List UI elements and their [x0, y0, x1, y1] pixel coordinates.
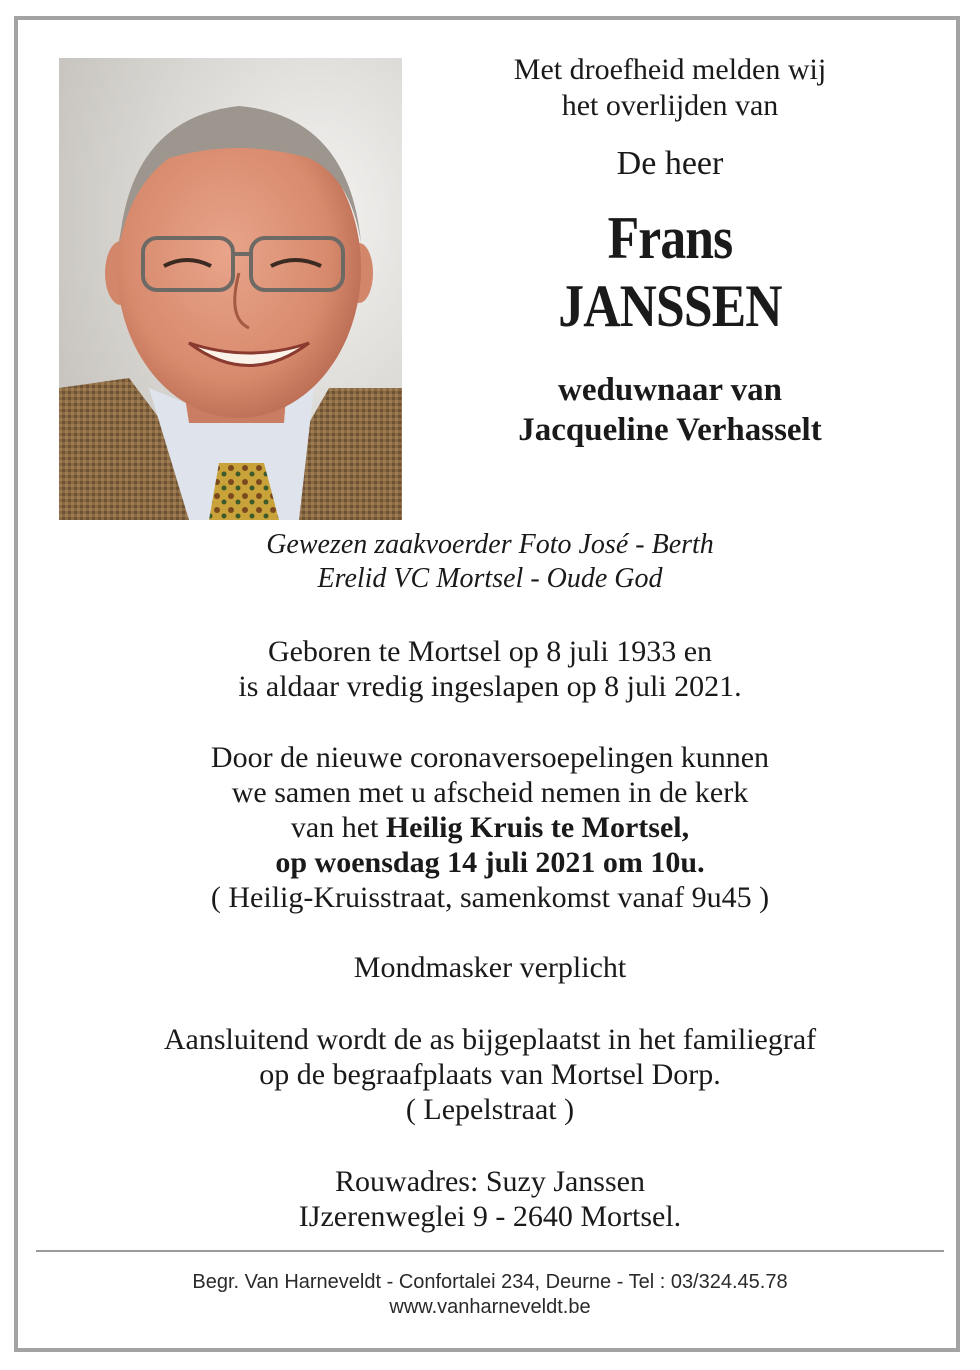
- deceased-header: [420, 52, 920, 450]
- role-line-1: Gewezen zaakvoerder Foto José - Berth: [266, 529, 714, 560]
- funeral-home-footer: [30, 1270, 950, 1320]
- burial-line-1: Aansluitend wordt de as bijgeplaatst in het familiegraf: [163, 1023, 817, 1056]
- first-name: Frans: [607, 205, 733, 271]
- portrait-photo: [59, 58, 402, 520]
- mask-notice: [30, 950, 950, 985]
- honorific: De heer: [616, 145, 724, 182]
- last-name: JANSSEN: [558, 273, 782, 339]
- funeral-home-contact: Begr. Van Harneveldt - Confortalei 234, Deurne - Tel : 03/324.45.78: [192, 1271, 788, 1293]
- footer-divider: [36, 1250, 944, 1252]
- burial-line-3: ( Lepelstraat ): [405, 1093, 575, 1126]
- ceremony-line-3-prefix: van het: [290, 811, 386, 844]
- ceremony-line-2: we samen met u afscheid nemen in de kerk: [231, 776, 749, 809]
- portrait-illustration: [59, 58, 402, 520]
- intro-line-2: het overlijden van: [561, 89, 779, 122]
- death-line: is aldaar vredig ingeslapen op 8 juli 2021.: [238, 670, 742, 703]
- mask-notice-text: Mondmasker verplicht: [353, 951, 627, 984]
- intro-line-1: Met droefheid melden wij: [513, 53, 827, 86]
- burial-block: [30, 1022, 950, 1127]
- role-line-2: Erelid VC Mortsel - Oude God: [317, 563, 663, 594]
- birth-line: Geboren te Mortsel op 8 juli 1933 en: [267, 635, 713, 668]
- address-line-2: IJzerenweglei 9 - 2640 Mortsel.: [298, 1200, 682, 1233]
- spouse-name: Jacqueline Verhasselt: [518, 412, 822, 448]
- ceremony-address: ( Heilig-Kruisstraat, samenkomst vanaf 9u45 ): [210, 881, 770, 914]
- ceremony-line-3: [30, 810, 950, 845]
- birth-death-block: [30, 634, 950, 704]
- roles-block: [30, 528, 950, 596]
- ceremony-datetime: op woensdag 14 juli 2021 om 10u.: [275, 846, 705, 879]
- spouse-label: weduwnaar van: [557, 372, 783, 408]
- funeral-home-website[interactable]: www.vanharneveldt.be: [389, 1296, 591, 1318]
- church-name: Heilig Kruis te Mortsel,: [385, 811, 690, 844]
- mourning-address-block: [30, 1164, 950, 1234]
- burial-line-2: op de begraafplaats van Mortsel Dorp.: [259, 1058, 721, 1091]
- address-line-1: Rouwadres: Suzy Janssen: [335, 1165, 645, 1198]
- ceremony-line-1: Door de nieuwe coronaversoepelingen kunnen: [210, 741, 770, 774]
- ceremony-block: [30, 740, 950, 915]
